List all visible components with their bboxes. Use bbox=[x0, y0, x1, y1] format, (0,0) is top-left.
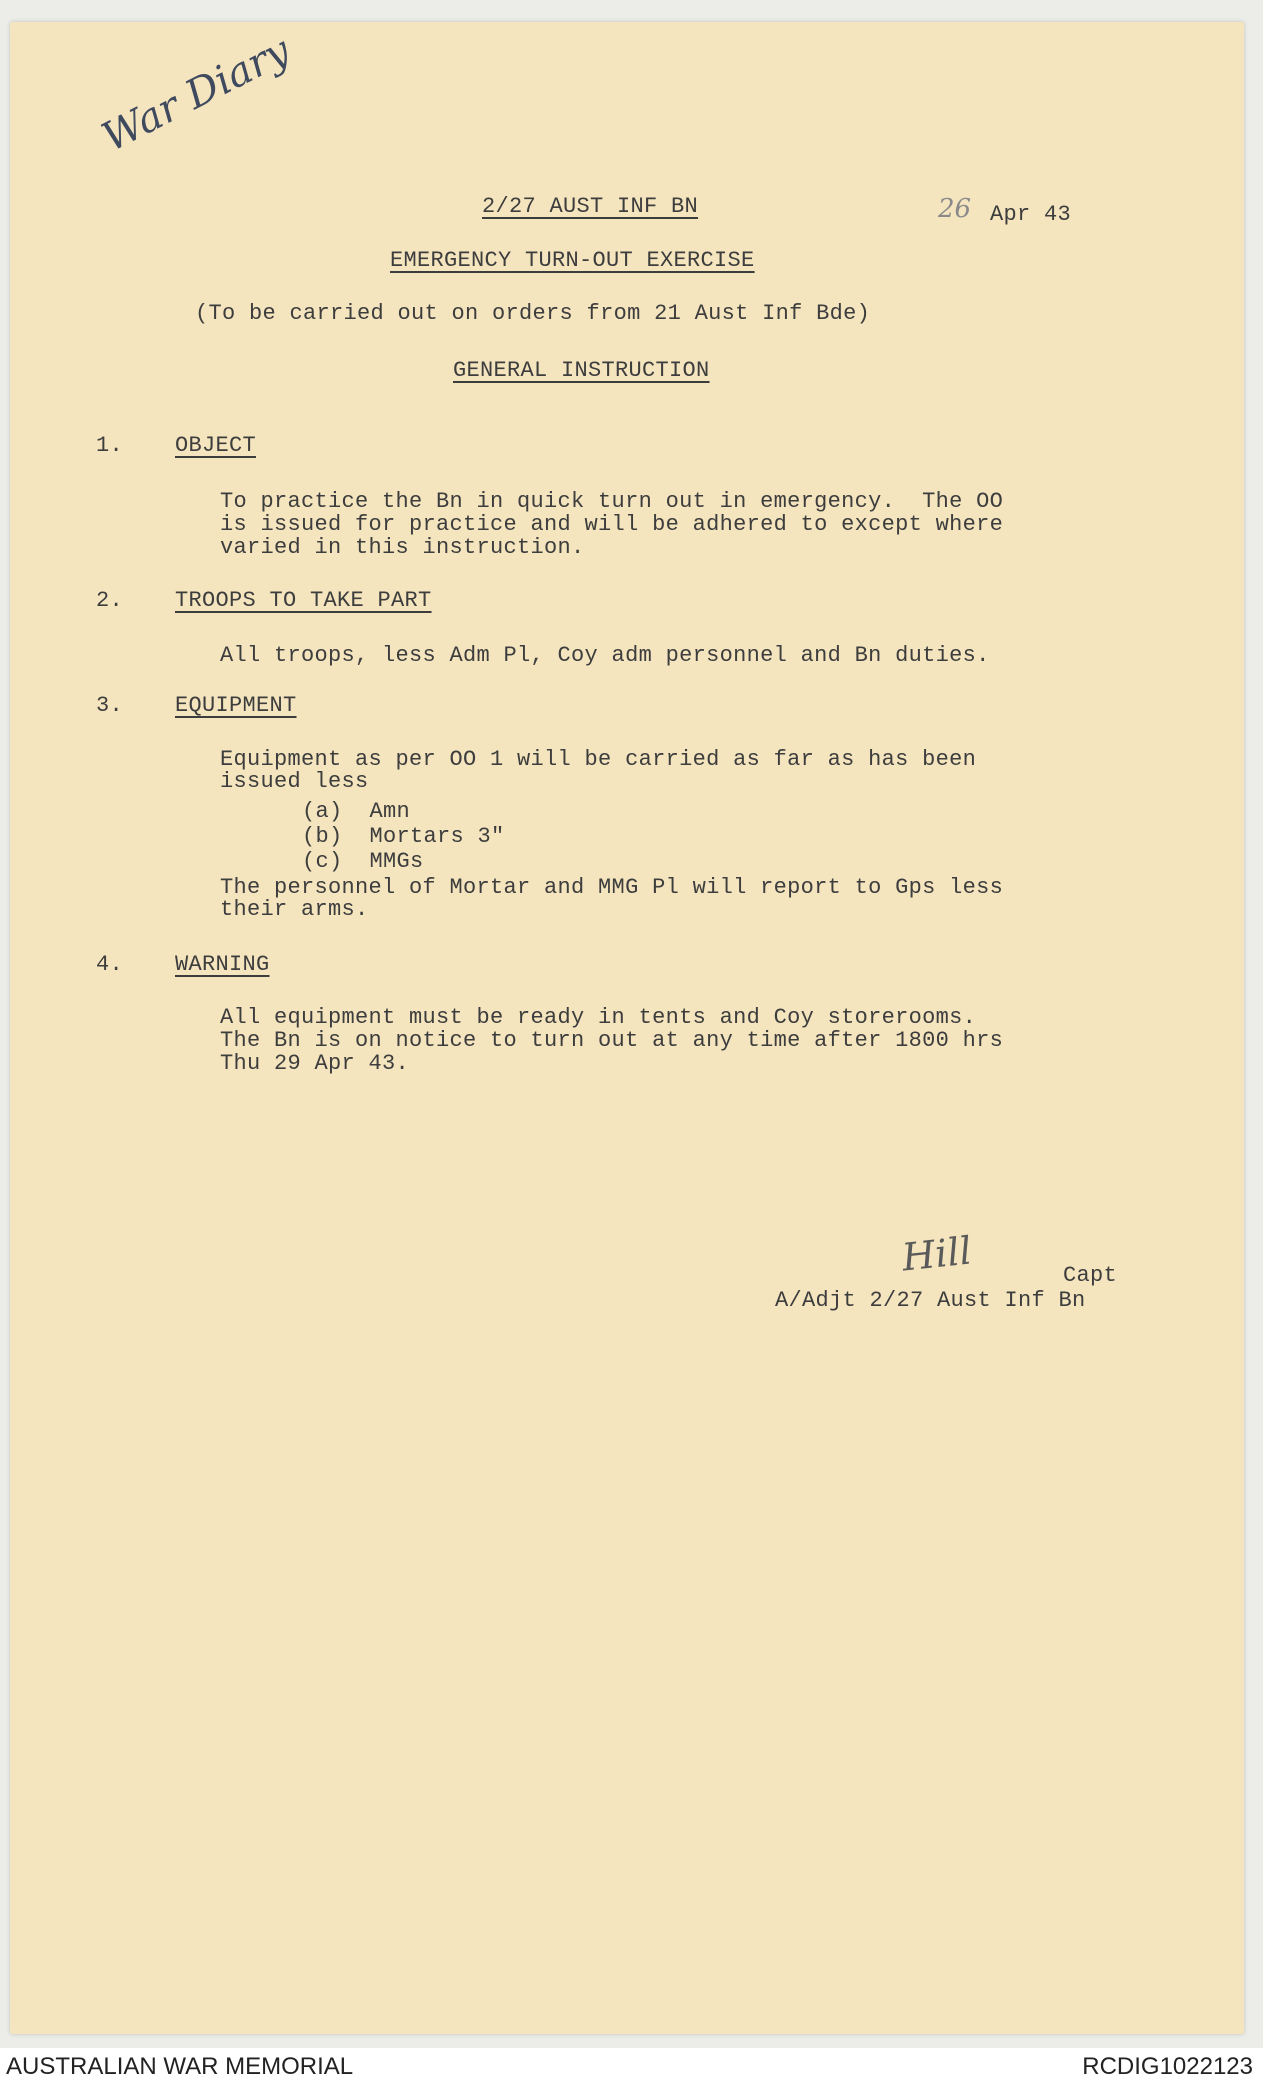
section-4-line: The Bn is on notice to turn out at any time after 1800 hrs bbox=[220, 1028, 1004, 1053]
date-handwritten-day: 26 bbox=[938, 194, 972, 224]
equipment-item-c: (c) MMGs bbox=[302, 849, 424, 874]
section-3-line: The personnel of Mortar and MMG Pl will report to Gps less bbox=[220, 875, 1004, 900]
section-2-line: All troops, less Adm Pl, Coy adm personnel and Bn duties. bbox=[220, 643, 990, 668]
section-4-line: Thu 29 Apr 43. bbox=[220, 1051, 410, 1076]
section-2-title: TROOPS TO TAKE PART bbox=[175, 588, 432, 613]
section-3-line: their arms. bbox=[220, 897, 369, 922]
document-date: Apr 43 bbox=[990, 202, 1072, 227]
section-1-number: 1. bbox=[96, 433, 124, 458]
section-4-number: 4. bbox=[96, 952, 124, 977]
signature: Hill bbox=[899, 1228, 974, 1280]
general-instruction-heading: GENERAL INSTRUCTION bbox=[453, 358, 710, 383]
section-4-line: All equipment must be ready in tents and Coy storerooms. bbox=[220, 1005, 977, 1030]
signatory-appointment: A/Adjt 2/27 Aust Inf Bn bbox=[775, 1288, 1086, 1313]
section-1-title: OBJECT bbox=[175, 433, 257, 458]
section-4-title: WARNING bbox=[175, 952, 270, 977]
archive-name: AUSTRALIAN WAR MEMORIAL bbox=[6, 2053, 354, 2080]
equipment-item-b: (b) Mortars 3" bbox=[302, 824, 505, 849]
document-title: EMERGENCY TURN-OUT EXERCISE bbox=[390, 248, 755, 273]
section-3-line: issued less bbox=[220, 769, 369, 794]
section-1-line: varied in this instruction. bbox=[220, 535, 585, 560]
section-3-title: EQUIPMENT bbox=[175, 693, 297, 718]
section-3-number: 3. bbox=[96, 693, 124, 718]
equipment-item-a: (a) Amn bbox=[302, 799, 411, 824]
section-2-number: 2. bbox=[96, 588, 124, 613]
war-diary-annotation: War Diary bbox=[95, 27, 298, 161]
document-subtitle: (To be carried out on orders from 21 Aust Inf Bde) bbox=[195, 301, 871, 326]
archive-footer bbox=[0, 2048, 1263, 2082]
unit-heading: 2/27 AUST INF BN bbox=[482, 194, 699, 219]
section-1-line: is issued for practice and will be adhered to except where bbox=[220, 512, 1004, 537]
archive-reference: RCDIG1022123 bbox=[1082, 2053, 1253, 2080]
signatory-rank: Capt bbox=[1063, 1263, 1118, 1288]
section-1-line: To practice the Bn in quick turn out in emergency. The OO bbox=[220, 489, 1004, 514]
section-3-line: Equipment as per OO 1 will be carried as far as has been bbox=[220, 747, 977, 772]
